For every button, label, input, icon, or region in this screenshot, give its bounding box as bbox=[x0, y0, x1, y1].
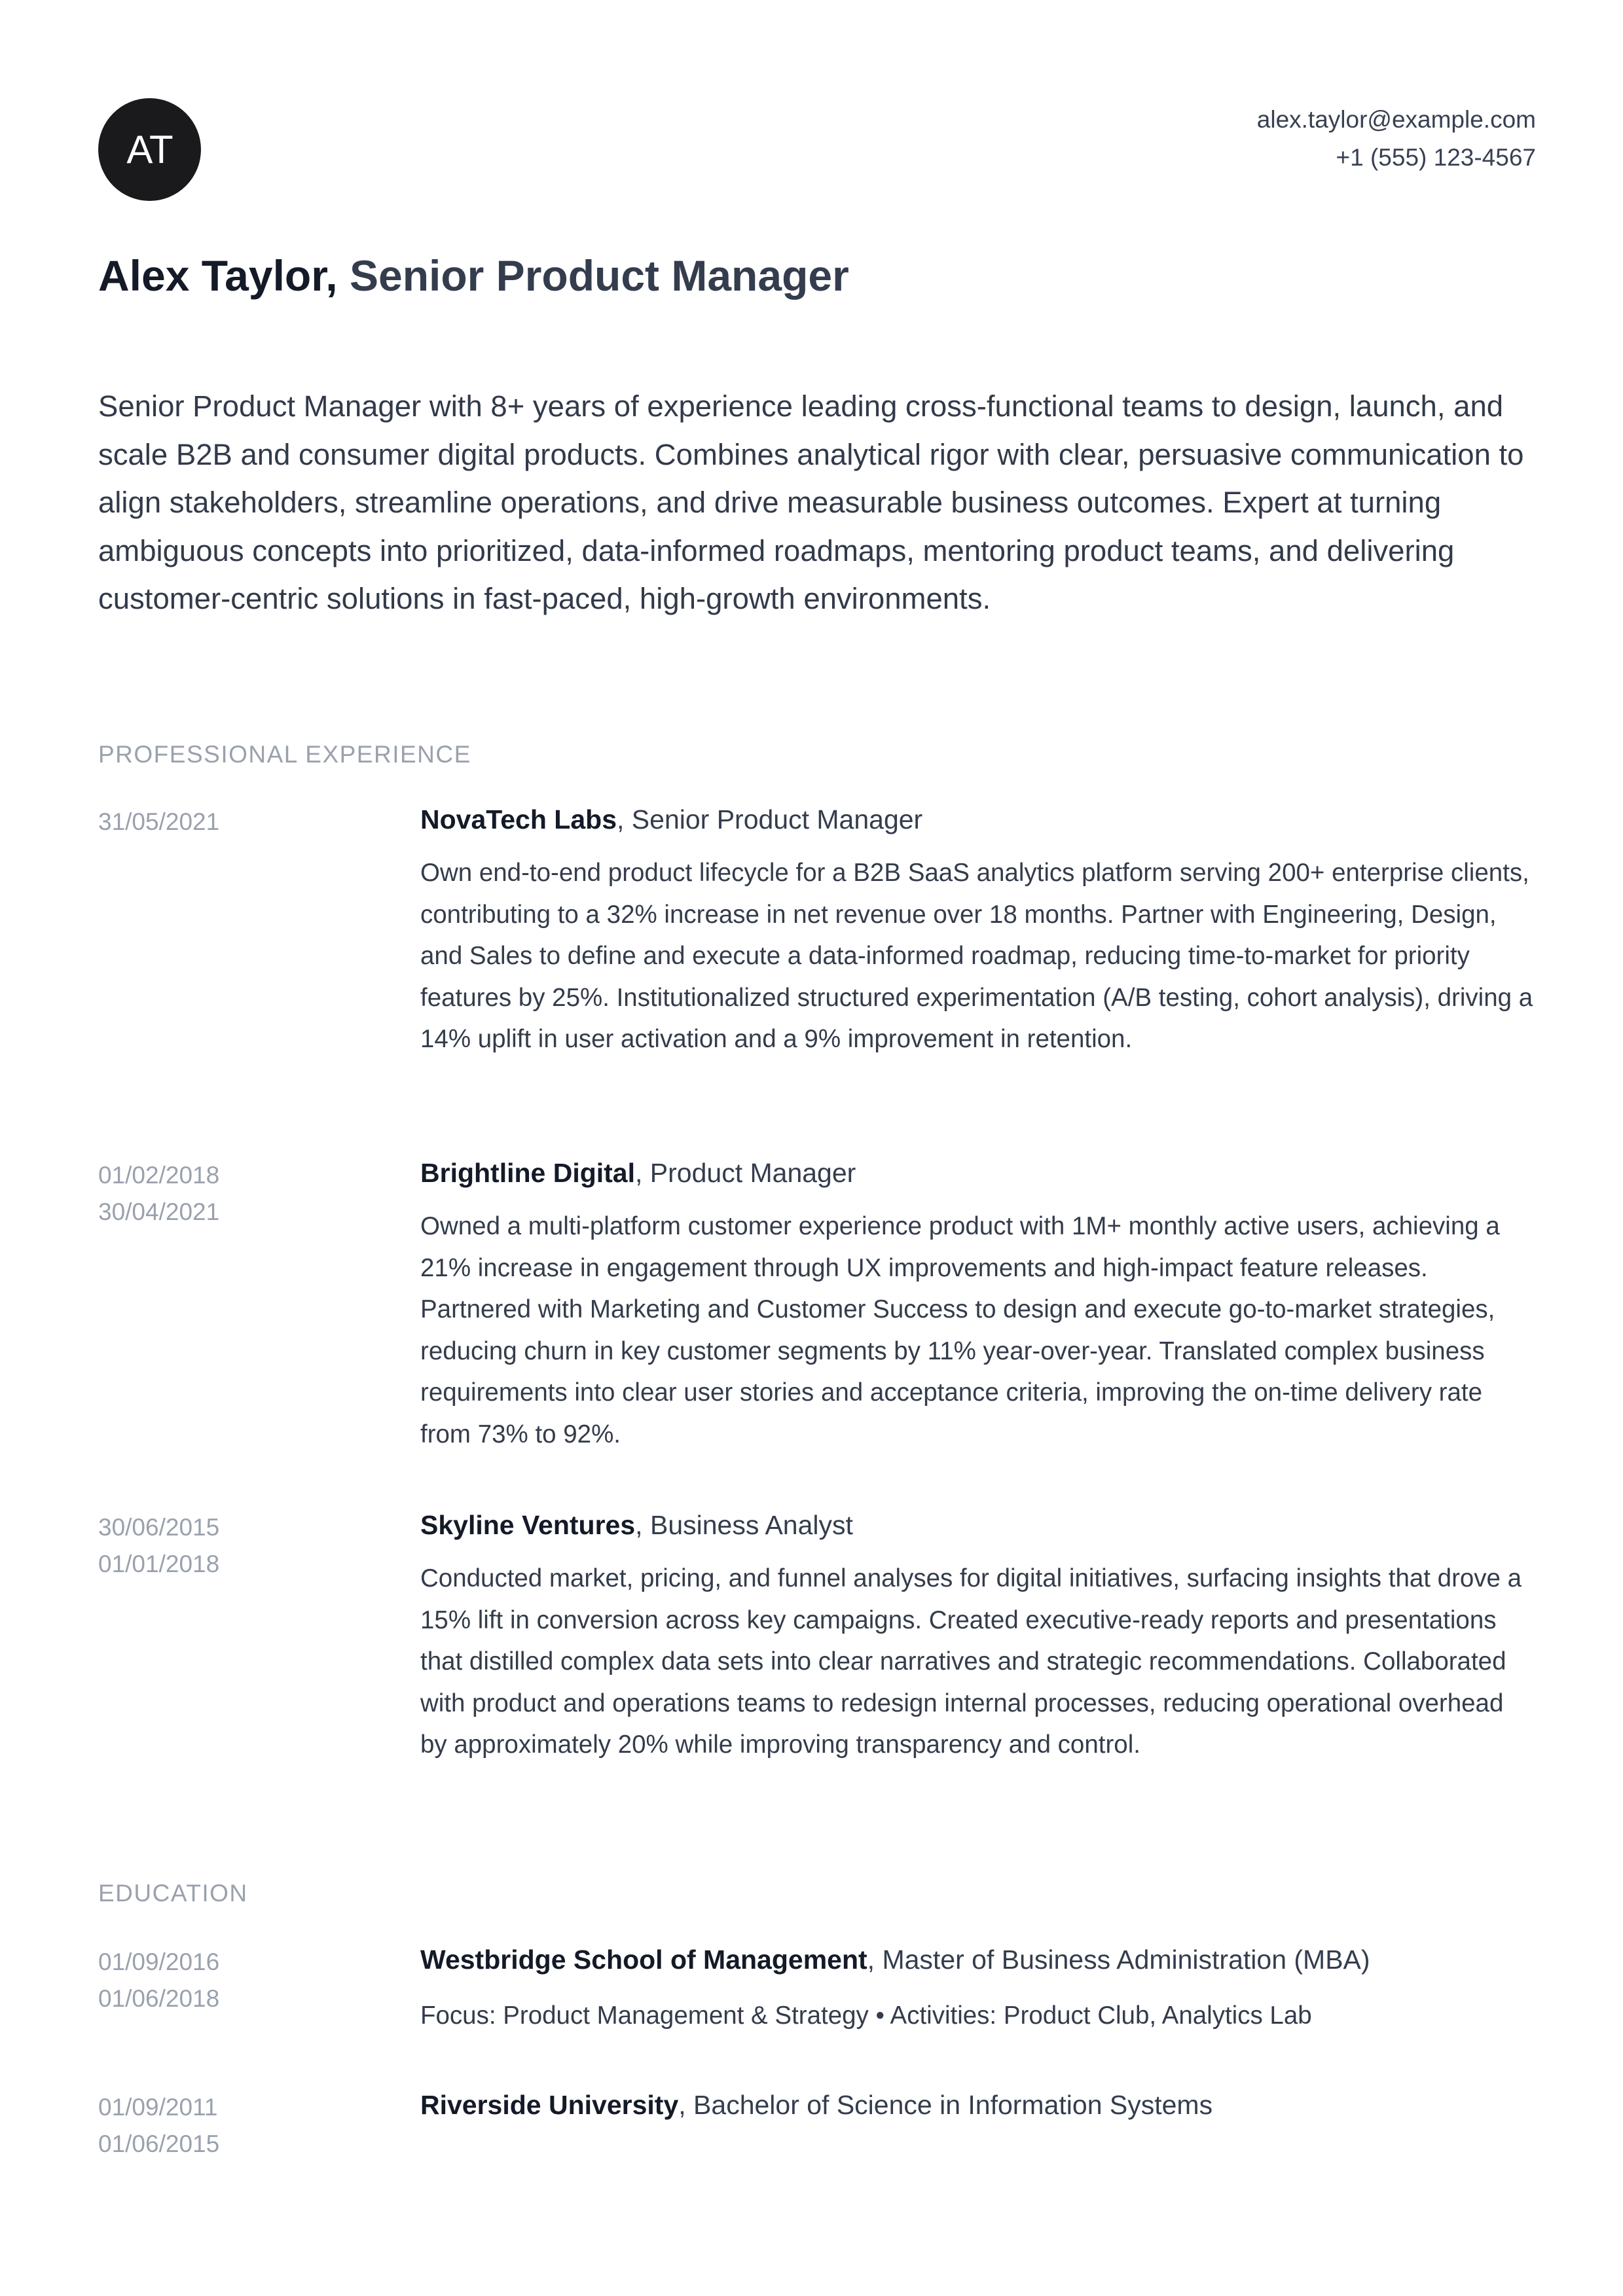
entry-content bbox=[420, 2085, 1536, 2125]
entry-dates bbox=[98, 1509, 386, 1583]
start-date: 31/05/2021 bbox=[98, 808, 220, 835]
email-link[interactable]: alex.taylor@example.com bbox=[1256, 106, 1536, 133]
heading-separator: , bbox=[678, 2090, 694, 2120]
professional-summary: Senior Product Manager with 8+ years of experience leading cross-functional teams to design, launch, and scale B2B and consumer digital products. Combines analytical rigor with clear, persuasive communication to align stakeholders, streamline operations, and drive measurable business outcomes. Expert at turning ambiguous concepts into prioritized, data-informed roadmaps, mentoring product teams, and delivering customer-centric solutions in fast-paced, high-growth environments. bbox=[98, 389, 1524, 615]
section-heading-education: EDUCATION bbox=[98, 1880, 248, 1907]
entry-description: Own end-to-end product lifecycle for a B2B SaaS analytics platform serving 200+ enterprise clients, contributing to a 32% increase in net revenue over 18 months. Partner with Engineering, Design, and Sales to define and execute a data-informed roadmap, reducing time-to-market for priority features by 25%. Institutionalized structured experimentation (A/B testing, cohort analysis), driving a 14% uplift in user activation and a 9% improvement in retention. bbox=[420, 859, 1533, 1053]
position-title: Product Manager bbox=[649, 1158, 856, 1188]
degree-title: Bachelor of Science in Information Systems bbox=[693, 2090, 1213, 2120]
resume-page bbox=[98, 0, 1536, 2296]
entry-content bbox=[420, 1153, 1536, 1455]
avatar bbox=[98, 98, 201, 201]
start-date: 01/09/2011 bbox=[98, 2094, 218, 2121]
name-separator: , bbox=[325, 251, 350, 300]
position-title: Business Analyst bbox=[649, 1510, 853, 1540]
entry-description: Owned a multi-platform customer experience product with 1M+ monthly active users, achieving a 21% increase in engagement through UX improvements and high-impact feature releases. Partnered with Marketing and Customer Success to design and execute go-to-market strategies, reducing churn in key customer segments by 11% year-over-year. Translated complex business requirements into clear user stories and acceptance criteria, improving the on-time delivery rate from 73% to 92%. bbox=[420, 1212, 1500, 1448]
entry-heading bbox=[420, 1940, 1536, 1979]
entry-heading bbox=[420, 1505, 1536, 1545]
start-date: 30/06/2015 bbox=[98, 1514, 220, 1541]
entry-dates bbox=[98, 2089, 386, 2162]
entry-description: Conducted market, pricing, and funnel analyses for digital initiatives, surfacing insights that drove a 15% lift in conversion across key campaigns. Created executive-ready reports and presentations that distilled complex data sets into clear narratives and strategic recommendations. Collaborated with product and operations teams to redesign internal processes, reducing operational overhead by approximately 20% while improving transparency and control. bbox=[420, 1564, 1522, 1759]
end-date: 01/06/2015 bbox=[98, 2130, 220, 2157]
organization-name: NovaTech Labs bbox=[420, 804, 617, 834]
degree-title: Master of Business Administration (MBA) bbox=[882, 1945, 1370, 1975]
position-title: Senior Product Manager bbox=[631, 804, 923, 834]
section-heading-experience: PROFESSIONAL EXPERIENCE bbox=[98, 741, 471, 768]
end-date: 30/04/2021 bbox=[98, 1198, 220, 1225]
entry-details: Focus: Product Management & Strategy • Activities: Product Club, Analytics Lab bbox=[420, 2001, 1312, 2030]
organization-name: Brightline Digital bbox=[420, 1158, 635, 1188]
entry-heading bbox=[420, 1153, 1536, 1193]
entry-content bbox=[420, 800, 1536, 1060]
heading-separator: , bbox=[635, 1158, 650, 1188]
page-title bbox=[98, 246, 849, 305]
start-date: 01/02/2018 bbox=[98, 1162, 220, 1189]
entry-heading bbox=[420, 2085, 1536, 2125]
entry-content bbox=[420, 1940, 1536, 2037]
candidate-name: Alex Taylor bbox=[98, 251, 326, 300]
heading-separator: , bbox=[867, 1945, 883, 1975]
phone-number[interactable]: +1 (555) 123-4567 bbox=[1336, 144, 1536, 171]
heading-separator: , bbox=[617, 804, 632, 834]
entry-heading bbox=[420, 800, 1536, 839]
contact-block bbox=[1257, 101, 1536, 177]
candidate-title: Senior Product Manager bbox=[349, 251, 849, 300]
entry-content bbox=[420, 1505, 1536, 1766]
end-date: 01/01/2018 bbox=[98, 1551, 220, 1577]
avatar-initials: AT bbox=[126, 128, 173, 171]
institution-name: Riverside University bbox=[420, 2090, 679, 2120]
institution-name: Westbridge School of Management bbox=[420, 1945, 867, 1975]
organization-name: Skyline Ventures bbox=[420, 1510, 636, 1540]
entry-dates bbox=[98, 1157, 386, 1230]
entry-dates bbox=[98, 804, 386, 840]
heading-separator: , bbox=[635, 1510, 650, 1540]
entry-dates bbox=[98, 1944, 386, 2017]
end-date: 01/06/2018 bbox=[98, 1985, 220, 2012]
start-date: 01/09/2016 bbox=[98, 1948, 220, 1975]
